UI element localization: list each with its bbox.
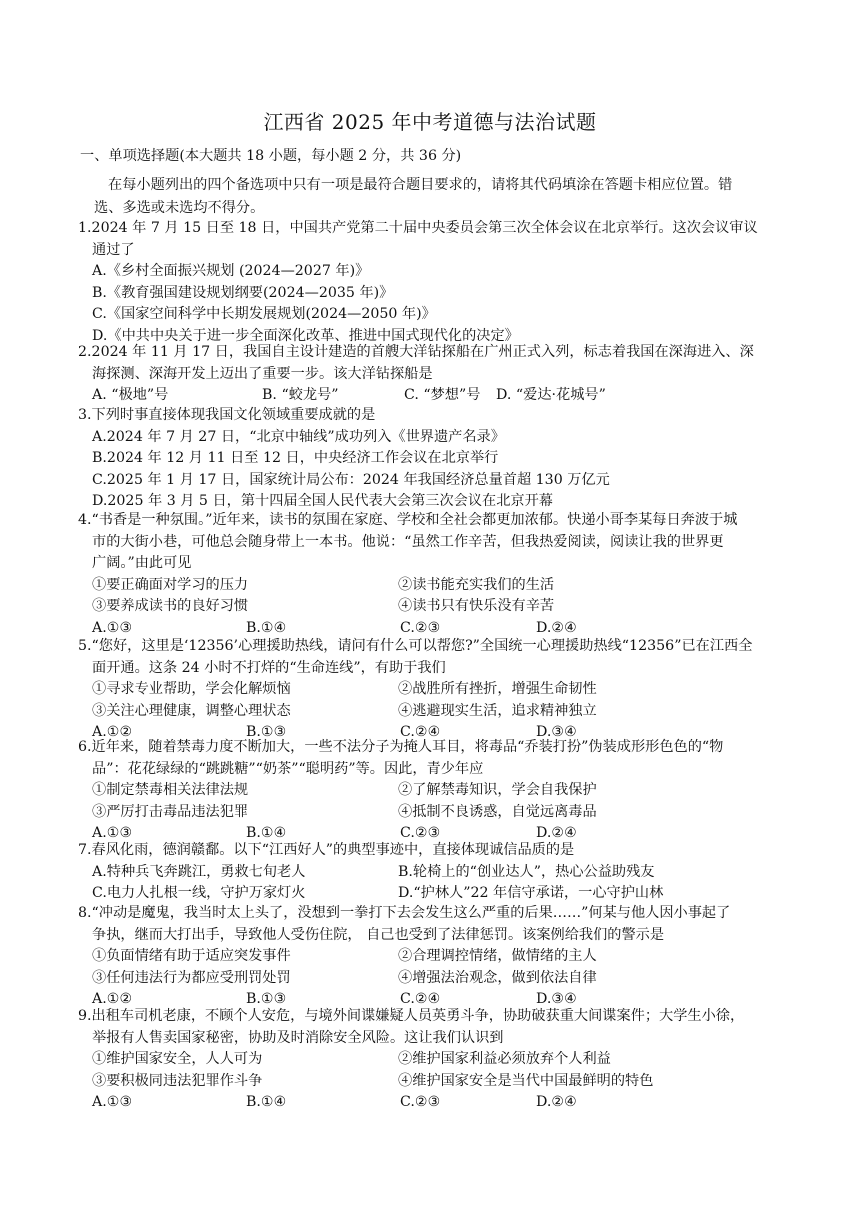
statement-row xyxy=(78,701,790,723)
statement-item: ③严厉打击毒品违法犯罪 xyxy=(92,803,249,820)
question-stem: 海探测、深海开发上迈出了重要一步。该大洋钻探船是 xyxy=(92,365,433,382)
options-row xyxy=(78,883,790,905)
statement-row xyxy=(78,802,790,824)
answer-option: D. “爱达·花城号” xyxy=(496,387,606,404)
answer-option: C.②③ xyxy=(400,1094,441,1111)
statement-row xyxy=(78,679,790,701)
instruction-line: 选、多选或未选均不得分。 xyxy=(94,200,265,216)
answer-option: A.2024 年 7 月 27 日，“北京中轴线”成功列入《世界遗产名录》 xyxy=(92,428,505,445)
answer-option: C.②④ xyxy=(400,724,441,741)
statement-row xyxy=(78,575,790,597)
question-stem: 9.出租车司机老康，不顾个人安危，与境外间谍嫌疑人员英勇斗争，协助破获重大间谍案件；大学生小徐， xyxy=(78,1008,745,1024)
statement-row xyxy=(78,780,790,802)
answer-option: D.2025 年 3 月 5 日，第十四届全国人民代表大会第三次会议在北京开幕 xyxy=(92,493,553,510)
question-stem: 争执，继而大打出手，导致他人受伤住院， 自己也受到了法律惩罚。该案例给我们的警示是 xyxy=(92,926,665,943)
section-instructions xyxy=(80,174,790,220)
statement-row xyxy=(78,1049,790,1071)
answer-option: D.《中共中央关于进一步全面深化改革、推进中国式现代化的决定》 xyxy=(92,327,519,344)
statement-item: ④逃避现实生活，追求精神独立 xyxy=(398,702,597,719)
question-2 xyxy=(78,342,790,407)
question-stem: 8.“冲动是魔鬼，我当时太上头了，没想到一拳打下去会发生这么严重的后果……”何某与他人因小事起了 xyxy=(78,905,731,921)
answer-option: D.③④ xyxy=(536,724,577,741)
statement-item: ③要养成读书的良好习惯 xyxy=(92,598,249,615)
statement-item: ④读书只有快乐没有辛苦 xyxy=(398,598,555,615)
answer-option: B.轮椅上的“创业达人”，热心公益助残友 xyxy=(398,863,655,880)
answer-option: C. “梦想”号 xyxy=(404,387,481,404)
answer-option: C.②③ xyxy=(400,619,441,636)
answer-option: B.①④ xyxy=(246,1094,287,1111)
answer-option: D.②④ xyxy=(536,825,577,842)
question-stem: 举报有人售卖国家秘密，协助及时消除安全风险。这让我们认识到 xyxy=(92,1029,504,1046)
answer-option: A.①② xyxy=(92,724,133,741)
statement-row xyxy=(78,596,790,618)
question-stem: 广阔。”由此可见 xyxy=(92,555,192,572)
options-row xyxy=(78,385,790,407)
answer-option: A.①③ xyxy=(92,619,133,636)
statement-item: ①维护国家安全，人人可为 xyxy=(92,1051,263,1068)
question-7 xyxy=(78,840,790,905)
answer-option: D.③④ xyxy=(536,991,577,1008)
statement-item: ②了解禁毒知识，学会自我保护 xyxy=(398,782,597,799)
statement-item: ②读书能充实我们的生活 xyxy=(398,576,555,593)
question-stem: 4.“书香是一种氛围。”近年来，读书的氛围在家庭、学校和全社会都更加浓郁。快递小哥李某每日奔波于城 xyxy=(78,512,738,528)
answer-option: C.电力人扎根一线，守护万家灯火 xyxy=(92,885,306,902)
answer-option: A.①③ xyxy=(92,1094,133,1111)
question-stem: 1.2024 年 7 月 15 日至 18 日，中国共产党第二十届中央委员会第三次全体会议在北京举行。这次会议审议 xyxy=(78,220,758,236)
statement-item: ③关注心理健康，调整心理状态 xyxy=(92,702,291,719)
answer-option: D.②④ xyxy=(536,619,577,636)
answer-option: C.《国家空间科学中长期发展规划(2024—2050 年)》 xyxy=(92,306,436,323)
question-stem: 3.下列时事直接体现我国文化领域重要成就的是 xyxy=(78,407,376,423)
answer-option: A.①② xyxy=(92,991,133,1008)
statement-row xyxy=(78,968,790,990)
answer-option: B.①④ xyxy=(246,825,287,842)
statement-item: ②战胜所有挫折，增强生命韧性 xyxy=(398,681,597,698)
answer-option: D.②④ xyxy=(536,1094,577,1111)
statement-row xyxy=(78,946,790,968)
answer-option: B.《教育强国建设规划纲要(2024—2035 年)》 xyxy=(92,284,394,301)
answer-option: B.①③ xyxy=(246,991,287,1008)
question-stem: 市的大街小巷，可他总会随身带上一本书。他说：“虽然工作辛苦，但我热爱阅读，阅读让我的世界更 xyxy=(92,533,724,550)
question-3 xyxy=(78,405,790,513)
question-stem: 6.近年来，随着禁毒力度不断加大，一些不法分子为掩人耳目，将毒品“乔装打扮”伪装成形形色色的“物 xyxy=(78,739,724,755)
answer-option: A.①③ xyxy=(92,825,133,842)
options-row xyxy=(78,1092,790,1114)
question-stem: 品”：花花绿绿的“跳跳糖”“奶茶”“聪明药”等。因此，青少年应 xyxy=(92,760,484,777)
answer-option: C.②④ xyxy=(400,991,441,1008)
answer-option: A. “极地”号 xyxy=(92,387,169,404)
question-1 xyxy=(78,218,790,348)
question-stem: 面开通。这条 24 小时不打烊的“生命连线”，有助于我们 xyxy=(92,659,446,676)
page-title: 江西省 2025 年中考道德与法治试题 xyxy=(263,110,597,134)
statement-item: ③任何违法行为都应受刑罚处罚 xyxy=(92,969,291,986)
statement-item: ②合理调控情绪，做情绪的主人 xyxy=(398,948,597,965)
question-stem: 7.春风化雨，德润赣鄱。以下“江西好人”的典型事迹中，直接体现诚信品质的是 xyxy=(78,842,575,858)
statement-item: ②维护国家利益必须放弃个人利益 xyxy=(398,1051,611,1068)
answer-option: A.特种兵飞奔跳江，勇救七旬老人 xyxy=(92,863,306,880)
answer-option: A.《乡村全面振兴规划 (2024—2027 年)》 xyxy=(92,263,370,280)
question-9 xyxy=(78,1006,790,1114)
statement-item: ④增强法治观念，做到依法自律 xyxy=(398,969,597,986)
options-row xyxy=(78,862,790,884)
statement-item: ①制定禁毒相关法律法规 xyxy=(92,782,249,799)
answer-option: B.2024 年 12 月 11 日至 12 日，中央经济工作会议在北京举行 xyxy=(92,450,499,467)
answer-option: C.2025 年 1 月 17 日，国家统计局公布：2024 年我国经济总量首超 130 万亿元 xyxy=(92,471,610,488)
question-6 xyxy=(78,737,790,845)
statement-item: ④抵制不良诱惑，自觉远离毒品 xyxy=(398,803,597,820)
statement-row xyxy=(78,1071,790,1093)
question-5 xyxy=(78,636,790,744)
statement-item: ④维护国家安全是当代中国最鲜明的特色 xyxy=(398,1072,654,1089)
question-4 xyxy=(78,510,790,640)
statement-item: ①负面情绪有助于适应突发事件 xyxy=(92,948,291,965)
instruction-line: 在每小题列出的四个备选项中只有一项是最符合题目要求的，请将其代码填涂在答题卡相应位置。错 xyxy=(108,177,733,193)
answer-option: B. “蛟龙号” xyxy=(262,387,339,404)
answer-option: C.②③ xyxy=(400,825,441,842)
question-8 xyxy=(78,903,790,1011)
section-heading: 一、单项选择题(本大题共 18 小题，每小题 2 分，共 36 分) xyxy=(80,148,462,164)
answer-option: B.①④ xyxy=(246,619,287,636)
question-stem: 5.“您好，这里是‘12356’心理援助热线，请问有什么可以帮您?”全国统一心理援助热线“12356”已在江西全 xyxy=(78,638,753,654)
statement-item: ①寻求专业帮助，学会化解烦恼 xyxy=(92,681,291,698)
answer-option: B.①③ xyxy=(246,724,287,741)
statement-item: ③要积极同违法犯罪作斗争 xyxy=(92,1072,263,1089)
statement-item: ①要正确面对学习的压力 xyxy=(92,576,249,593)
answer-option: D.“护林人”22 年信守承诺，一心守护山林 xyxy=(398,885,664,902)
question-stem: 通过了 xyxy=(92,241,135,258)
question-stem: 2.2024 年 11 月 17 日，我国自主设计建造的首艘大洋钻探船在广州正式入列，标志着我国在深海进入、深 xyxy=(78,344,754,360)
